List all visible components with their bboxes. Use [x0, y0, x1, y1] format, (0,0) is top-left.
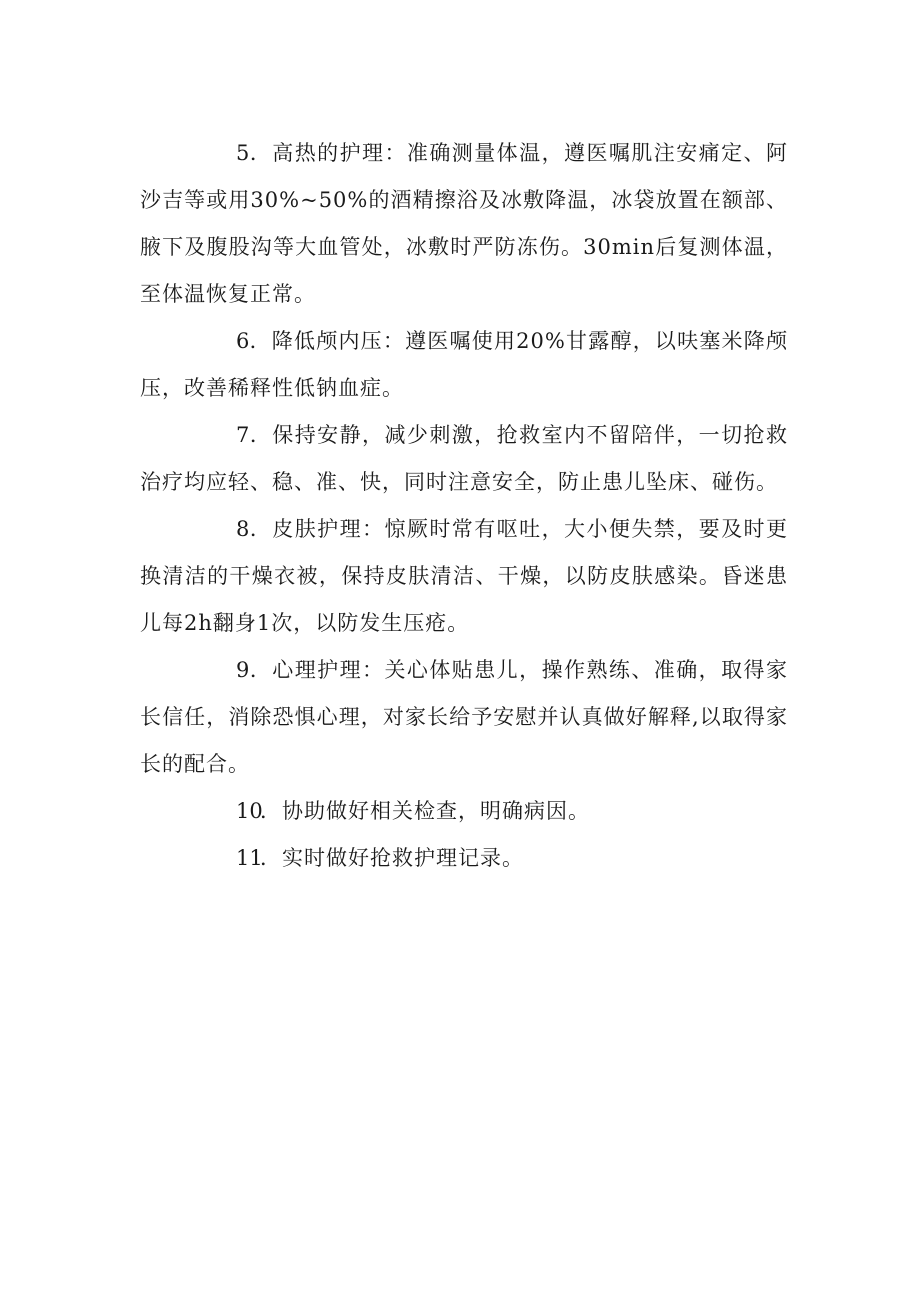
- item-text: ．降低颅内压：遵医嘱使用20%甘露醇，以呋塞米降颅压，改善稀释性低钠血症。: [140, 329, 788, 400]
- item-text: ．保持安静，减少刺激，抢救室内不留陪伴，一切抢救治疗均应轻、稳、准、快，同时注意安全，防止患儿坠床、碰伤。: [140, 423, 788, 494]
- list-item-6: [140, 318, 788, 412]
- list-item-10: [140, 788, 788, 835]
- list-item-5: [140, 130, 788, 318]
- item-number: 9: [236, 658, 250, 682]
- item-number: 11: [236, 846, 263, 870]
- item-text: ．协助做好相关检查，明确病因。: [260, 799, 590, 823]
- item-text: ．皮肤护理：惊厥时常有呕吐，大小便失禁，要及时更换清洁的干燥衣被，保持皮肤清洁、干燥，以防皮肤感染。昏迷患儿每2h翻身1次，以防发生压疮。: [140, 517, 788, 635]
- item-number: 6: [236, 329, 250, 353]
- list-item-11: [140, 835, 788, 882]
- list-item-9: [140, 647, 788, 788]
- item-number: 8: [236, 517, 250, 541]
- item-text: ．心理护理：关心体贴患儿，操作熟练、准确，取得家长信任，消除恐惧心理，对家长给予安慰并认真做好解释,以取得家长的配合。: [140, 658, 788, 776]
- list-item-8: [140, 506, 788, 647]
- item-number: 10: [236, 799, 263, 823]
- list-item-7: [140, 412, 788, 506]
- item-text: ．实时做好抢救护理记录。: [260, 846, 524, 870]
- document-body: [140, 130, 788, 882]
- item-number: 5: [236, 141, 250, 165]
- item-text: ．高热的护理：准确测量体温，遵医嘱肌注安痛定、阿沙吉等或用30%~50%的酒精擦浴及冰敷降温，冰袋放置在额部、腋下及腹股沟等大血管处，冰敷时严防冻伤。30min后复测体温，至体温恢复正常。: [140, 141, 788, 306]
- item-number: 7: [236, 423, 250, 447]
